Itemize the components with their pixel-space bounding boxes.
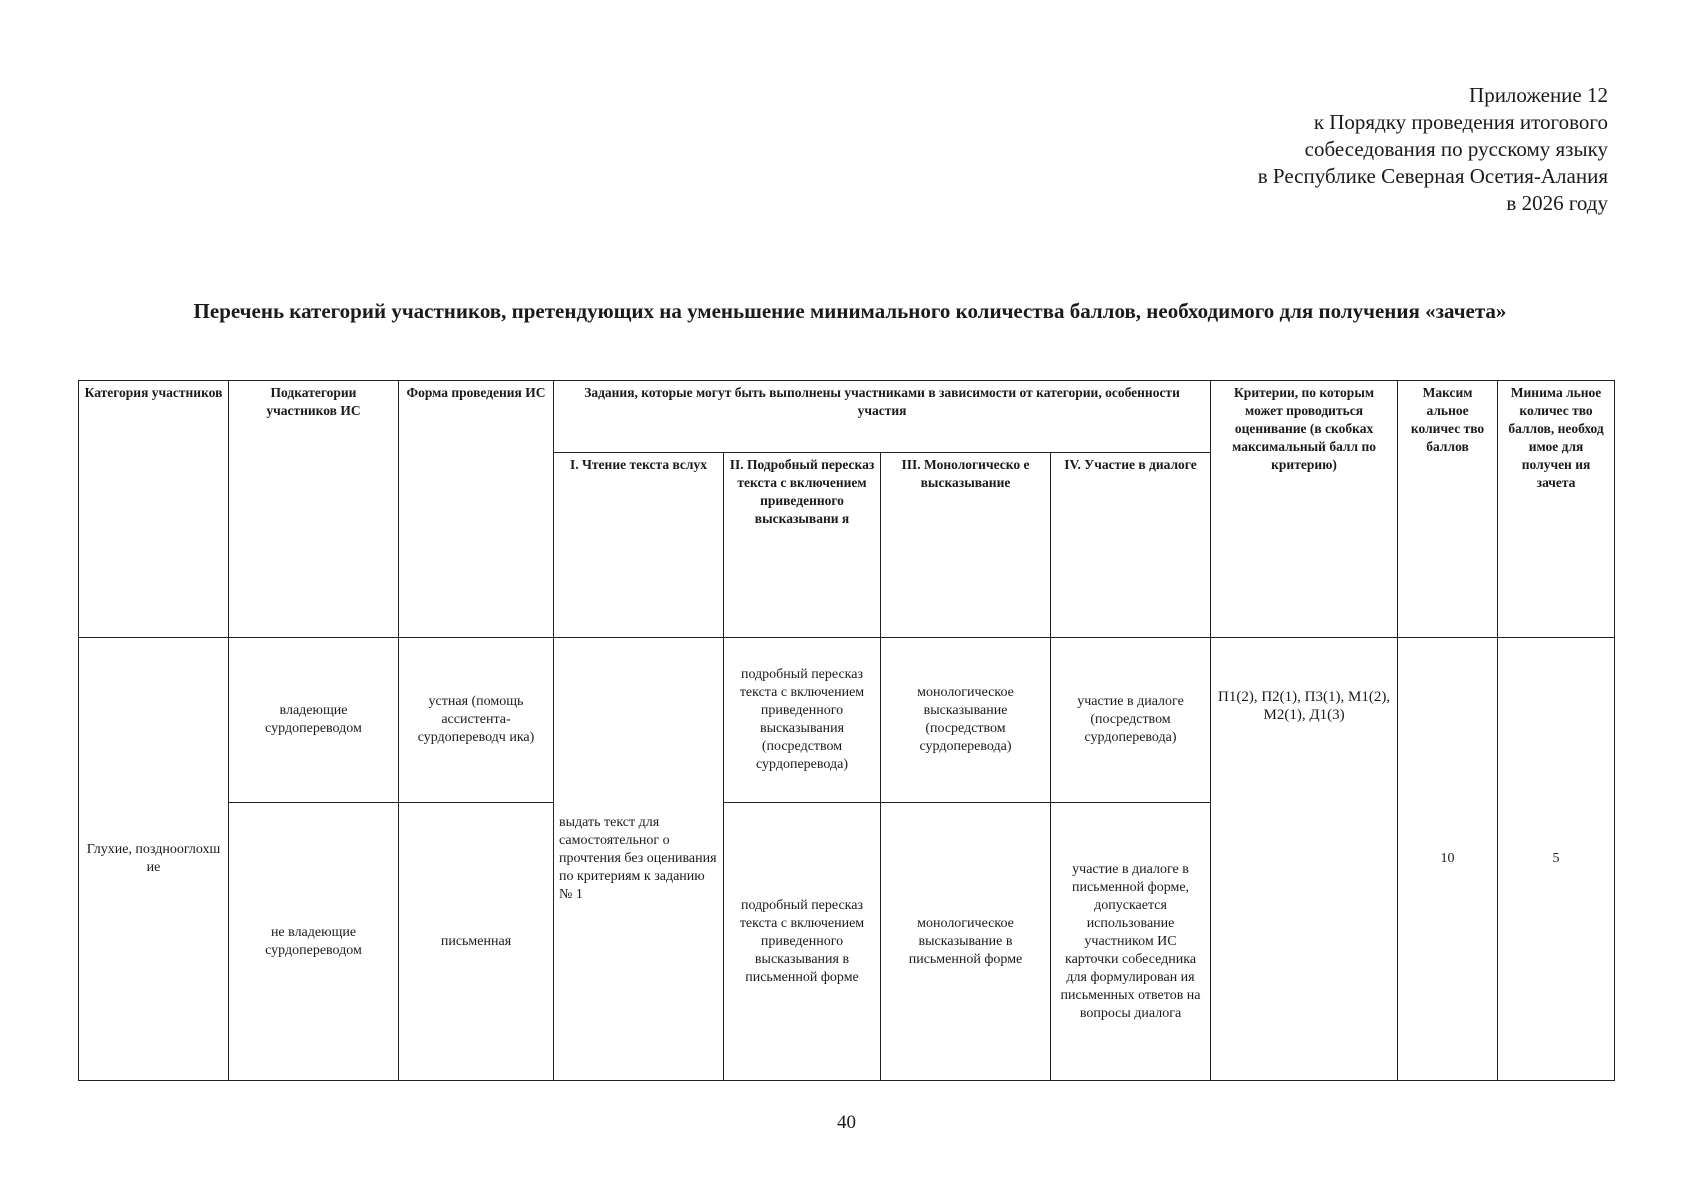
appendix-line: в Республике Северная Осетия-Алания (1257, 164, 1608, 188)
header-row (79, 381, 1615, 453)
header-tasks-group: Задания, которые могут быть выполнены участниками в зависимости от категории, особенности участия (554, 381, 1211, 453)
max-score-cell: 10 (1398, 638, 1498, 1081)
task1-cell: выдать текст для самостоятельног о прочтения без оценивания по критериям к заданию № 1 (554, 638, 724, 1081)
appendix-header (1048, 82, 1608, 217)
header-category: Категория участников (79, 381, 229, 638)
subcategory-cell: владеющие сурдопереводом (229, 638, 399, 803)
header-max: Максим альное количес тво баллов (1398, 381, 1498, 638)
task2-cell: подробный пересказ текста с включением приведенного высказывания в письменной форме (724, 803, 881, 1081)
subcategory-cell: не владеющие сурдопереводом (229, 803, 399, 1081)
header-task1: I. Чтение текста вслух (554, 453, 724, 638)
appendix-line: собеседования по русскому языку (1304, 137, 1608, 161)
task3-cell: монологическое высказывание в письменной форме (881, 803, 1051, 1081)
task3-cell: монологическое высказывание (посредством сурдоперевода) (881, 638, 1051, 803)
min-score-cell: 5 (1498, 638, 1615, 1081)
header-subcategory: Подкатегории участников ИС (229, 381, 399, 638)
document-title: Перечень категорий участников, претендующих на уменьшение минимального количества баллов, необходимого для получения «зачета» (193, 299, 1507, 323)
task4-cell: участие в диалоге (посредством сурдоперевода) (1051, 638, 1211, 803)
categories-table (78, 380, 1615, 1081)
header-form: Форма проведения ИС (399, 381, 554, 638)
table-row (79, 638, 1615, 803)
appendix-line: к Порядку проведения итогового (1313, 110, 1608, 134)
appendix-line: Приложение 12 (1469, 83, 1608, 107)
header-task4: IV. Участие в диалоге (1051, 453, 1211, 638)
category-cell: Глухие, позднооглохш ие (79, 638, 229, 1081)
header-min: Минима льное количес тво баллов, необход имое для получен ия зачета (1498, 381, 1615, 638)
task2-cell: подробный пересказ текста с включением приведенного высказывания (посредством сурдоперевода) (724, 638, 881, 803)
form-cell: письменная (399, 803, 554, 1081)
appendix-line: в 2026 году (1506, 191, 1608, 215)
header-task2: II. Подробный пересказ текста с включением приведенного высказывани я (724, 453, 881, 638)
task4-cell: участие в диалоге в письменной форме, допускается использование участником ИС карточки собеседника для формулирован ия письменных ответов на вопросы диалога (1051, 803, 1211, 1081)
header-task3: III. Монологическо е высказывание (881, 453, 1051, 638)
form-cell: устная (помощь ассистента-сурдопереводч ика) (399, 638, 554, 803)
criteria-cell: П1(2), П2(1), П3(1), М1(2), М2(1), Д1(3) (1211, 638, 1398, 1081)
page-number: 40 (837, 1112, 856, 1133)
header-criteria: Критерии, по которым может проводиться оценивание (в скобках максимальный балл по критерию) (1211, 381, 1398, 638)
